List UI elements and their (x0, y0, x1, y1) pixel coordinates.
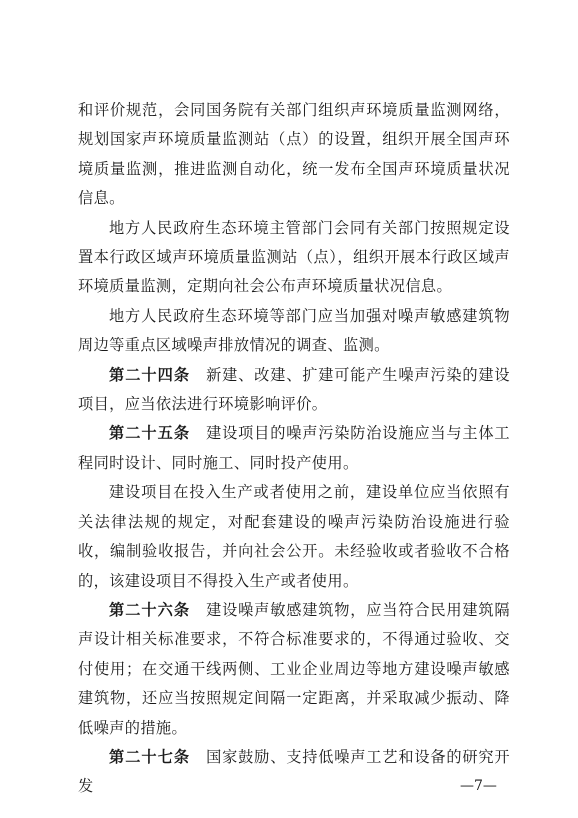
paragraph-text: 建设项目在投入生产或者使用之前，建设单位应当依照有关法律法规的规定，对配套建设的噪声污染防治设施进行验收，编制验收报告，并向社会公开。未经验收或者验收不合格的，该建设项目不得投入生产或者使用。 (78, 483, 510, 590)
document-body (78, 96, 510, 802)
paragraph-6 (78, 478, 510, 596)
page-number: —7— (460, 778, 497, 794)
paragraph-1 (78, 96, 510, 214)
article-heading: 第二十五条 (109, 424, 191, 443)
paragraph-text: 新建、改建、扩建可能产生噪声污染的建设项目，应当依法进行环境影响评价。 (78, 365, 511, 414)
article-25 (78, 419, 510, 478)
paragraph-text: 地方人民政府生态环境主管部门会同有关部门按照规定设置本行政区域声环境质量监测站（点），组织开展本行政区域声环境质量监测，定期向社会公布声环境质量状况信息。 (78, 218, 510, 296)
article-24 (78, 361, 510, 420)
paragraph-text: 地方人民政府生态环境等部门应当加强对噪声敏感建筑物周边等重点区域噪声排放情况的调查、监测。 (78, 306, 510, 355)
paragraph-text: 建设项目的噪声污染防治设施应当与主体工程同时设计、同时施工、同时投产使用。 (78, 424, 511, 472)
paragraph-text: 国家鼓励、支持低噪声工艺和设备的研究开发 (78, 747, 511, 796)
paragraph-text: 和评价规范，会同国务院有关部门组织声环境质量监测网络，规划国家声环境质量监测站（点）的设置，组织开展全国声环境质量监测，推进监测自动化，统一发布全国声环境质量状况信息。 (78, 101, 510, 208)
article-26 (78, 596, 510, 743)
article-heading: 第二十七条 (109, 747, 191, 766)
article-heading: 第二十六条 (109, 600, 191, 619)
article-heading: 第二十四条 (109, 365, 191, 384)
paragraph-text: 建设噪声敏感建筑物，应当符合民用建筑隔声设计相关标准要求，不符合标准要求的，不得通过验收、交付使用；在交通干线两侧、工业企业周边等地方建设噪声敏感建筑物，还应当按照规定间隔一定距离，并采取减少振动、降低噪声的措施。 (78, 600, 511, 737)
paragraph-3 (78, 302, 510, 361)
paragraph-2 (78, 214, 510, 302)
article-27 (78, 743, 510, 802)
